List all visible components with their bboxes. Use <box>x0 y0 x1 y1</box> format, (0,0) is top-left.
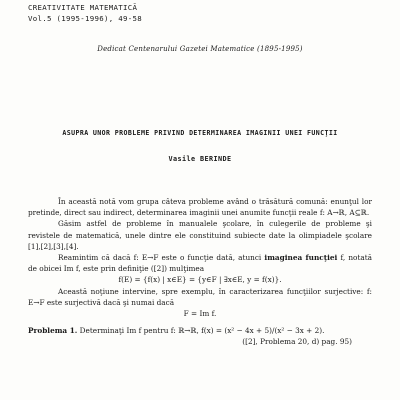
paragraph-sources: Găsim astfel de probleme în manualele şcolare, în culegerile de probleme şi revistele de matematică, unele dintre ele constituind subiecte date la olimpiadele şcolare [1],[2],[3],[4]. <box>28 219 372 251</box>
paragraph-definition <box>28 252 372 274</box>
surjective-formula: F = Im f. <box>183 309 217 319</box>
problem-reference: ([2], Problema 20, d) pag. 95) <box>242 337 352 347</box>
paragraph-intro: În această notă vom grupa câteva probleme având o trăsătură comună: enunţul lor pretinde, direct sau indirect, determinarea imaginii unei anumite funcţii reale f: A→ℝ, A⊆ℝ. <box>28 197 372 218</box>
definition-rest: f, notată de obicei Im f, este prin definiţie ([2]) mulţimea <box>28 253 373 274</box>
problem-label: Problema 1. <box>28 326 78 336</box>
journal-volume: Vol.5 (1995-1996), 49-58 <box>28 14 142 23</box>
article-title: ASUPRA UNOR PROBLEME PRIVIND DETERMINAREA IMAGINII UNEI FUNCŢII <box>62 129 338 137</box>
problem-statement: Determinaţi Im f pentru f: ℝ→ℝ, f(x) = (x² − 4x + 5)/(x² − 3x + 2). <box>79 326 325 336</box>
definition-intro: Reamintim că dacă f: E→F este o funcţie dată, atunci <box>58 253 262 263</box>
dedication: Dedicat Centenarului Gazetei Matematice (1895-1995) <box>97 45 303 53</box>
article-body <box>28 196 372 348</box>
journal-title: CREATIVITATE MATEMATICĂ <box>28 3 138 12</box>
author-name: Vasile BERINDE <box>168 155 232 163</box>
definition-term: imaginea funcţiei <box>264 253 338 263</box>
paragraph-surjective: Această noţiune intervine, spre exemplu, în caracterizarea funcţiilor surjective: f: E→F este surjectivă dacă şi numai dacă <box>28 286 372 307</box>
journal-header <box>28 2 142 24</box>
image-definition-formula: f(E) = {f(x) | x∈E} = {y∈F | ∃x∈E, y = f(x)}. <box>118 275 282 285</box>
problem-1 <box>28 325 372 336</box>
